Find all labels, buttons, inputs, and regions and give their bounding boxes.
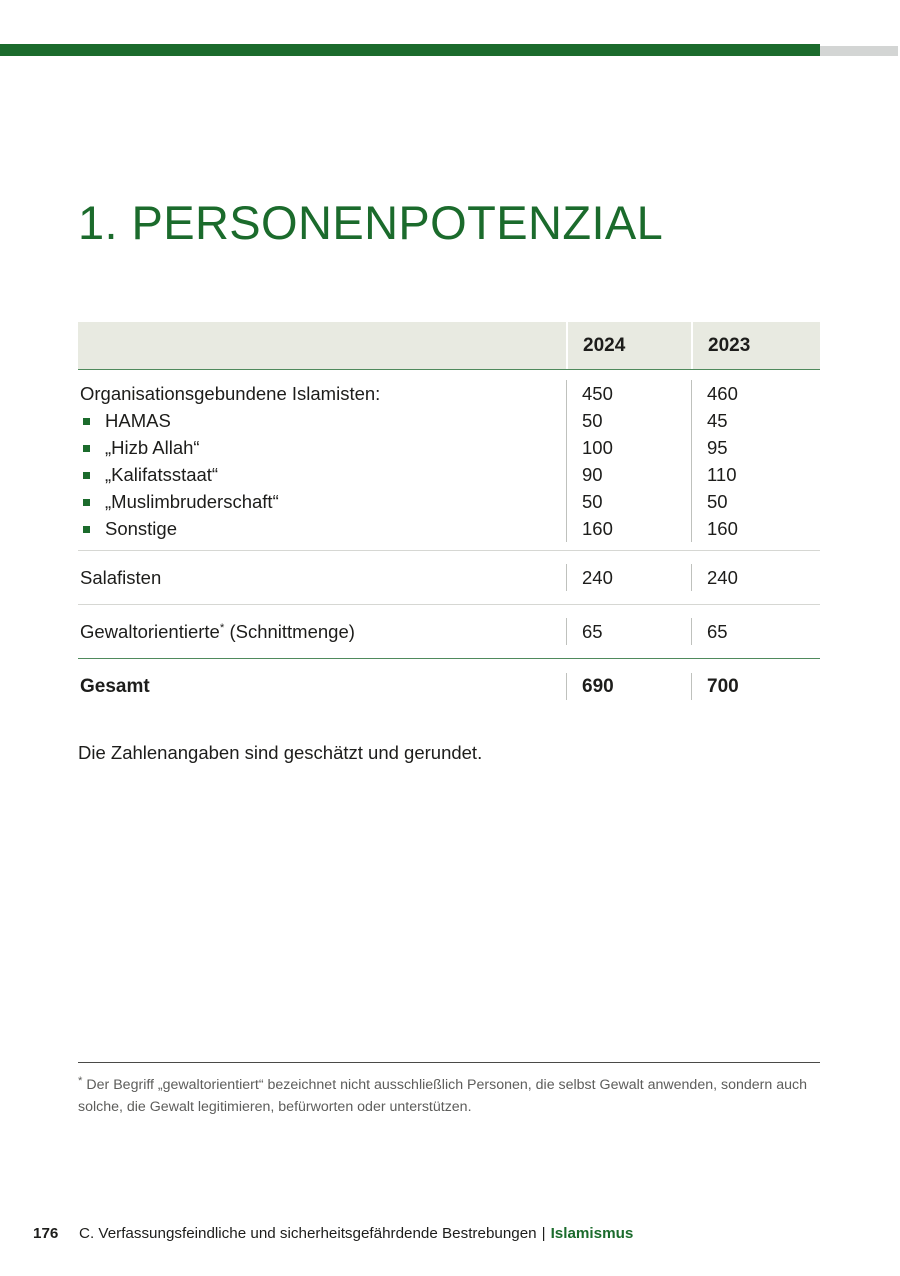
table-header-cell-2024: 2024 [566, 322, 691, 369]
footnote-divider [78, 1062, 820, 1063]
table-header-cell-2023: 2023 [691, 322, 820, 369]
page-title: 1. PERSONENPOTENZIAL [78, 196, 664, 250]
list-item-label: „Hizb Allah“ [105, 437, 200, 458]
page-number: 176 [33, 1225, 59, 1242]
square-bullet-icon [83, 445, 90, 452]
footnote-body: Der Begriff „gewaltorientiert“ bezeichnet nicht ausschließlich Personen, die selbst Gewalt anwenden, sondern auch solche, die Gewalt legitimieren, befürworten oder unterstützen. [78, 1077, 807, 1116]
breadcrumb-section: Islamismus [550, 1225, 634, 1242]
group-item-list [80, 407, 566, 542]
value: 95 [707, 437, 728, 458]
table-cell-2024: 65 [566, 618, 691, 645]
cell-label-suffix: (Schnittmenge) [224, 621, 355, 642]
top-rule-green [0, 44, 820, 56]
table-cell-label: Gesamt [80, 676, 150, 697]
value: 50 [707, 491, 728, 512]
table-cell-label: Salafisten [80, 567, 162, 588]
list-item-label: „Kalifatsstaat“ [105, 464, 219, 485]
table-cell-label [78, 380, 566, 542]
list-item [80, 434, 566, 461]
list-item-label: HAMAS [105, 410, 171, 431]
table-cell-2024 [566, 380, 691, 542]
value: 90 [582, 464, 603, 485]
table-cell-2023: 240 [691, 564, 820, 591]
personenpotenzial-table [78, 322, 820, 716]
list-item [80, 407, 566, 434]
table-cell-2024: 690 [566, 673, 691, 700]
square-bullet-icon [83, 472, 90, 479]
value: 100 [582, 437, 613, 458]
table-cell-2023: 700 [691, 673, 820, 700]
square-bullet-icon [83, 526, 90, 533]
list-item-label: „Muslimbruderschaft“ [105, 491, 279, 512]
list-item-label: Sonstige [105, 518, 177, 539]
page-footer [33, 1224, 633, 1244]
value: 50 [582, 491, 603, 512]
value: 460 [707, 383, 738, 404]
list-item [80, 488, 566, 515]
value: 160 [707, 518, 738, 539]
breadcrumb-separator: | [541, 1225, 546, 1242]
footnote-area [78, 1062, 820, 1133]
top-rule-gray [820, 46, 898, 56]
table-row [78, 370, 820, 551]
table-row [78, 605, 820, 659]
cell-label-text: Gewaltorientierte [80, 621, 220, 642]
value: 110 [707, 464, 737, 485]
list-item [80, 515, 566, 542]
value: 45 [707, 410, 728, 431]
square-bullet-icon [83, 418, 90, 425]
top-rule-bars [0, 44, 900, 56]
table-header-row [78, 322, 820, 370]
footnote-text [78, 1074, 820, 1118]
table-note: Die Zahlenangaben sind geschätzt und gerundet. [78, 741, 483, 763]
footnote-marker: * [219, 621, 225, 634]
list-item [80, 461, 566, 488]
table-row [78, 551, 820, 605]
table-header-cell-blank [78, 322, 566, 369]
table-cell-2024: 240 [566, 564, 691, 591]
table-cell-label [78, 618, 566, 645]
group-heading: Organisationsgebundene Islamisten: [80, 383, 381, 404]
footnote-marker: * [78, 1074, 83, 1087]
value: 50 [582, 410, 603, 431]
table-cell-2023: 65 [691, 618, 820, 645]
square-bullet-icon [83, 499, 90, 506]
table-row-total [78, 659, 820, 716]
table-cell-2023 [691, 380, 820, 542]
value: 450 [582, 383, 613, 404]
breadcrumb: C. Verfassungsfeindliche und sicherheitsgefährdende Bestrebungen [79, 1225, 537, 1242]
value: 160 [582, 518, 613, 539]
